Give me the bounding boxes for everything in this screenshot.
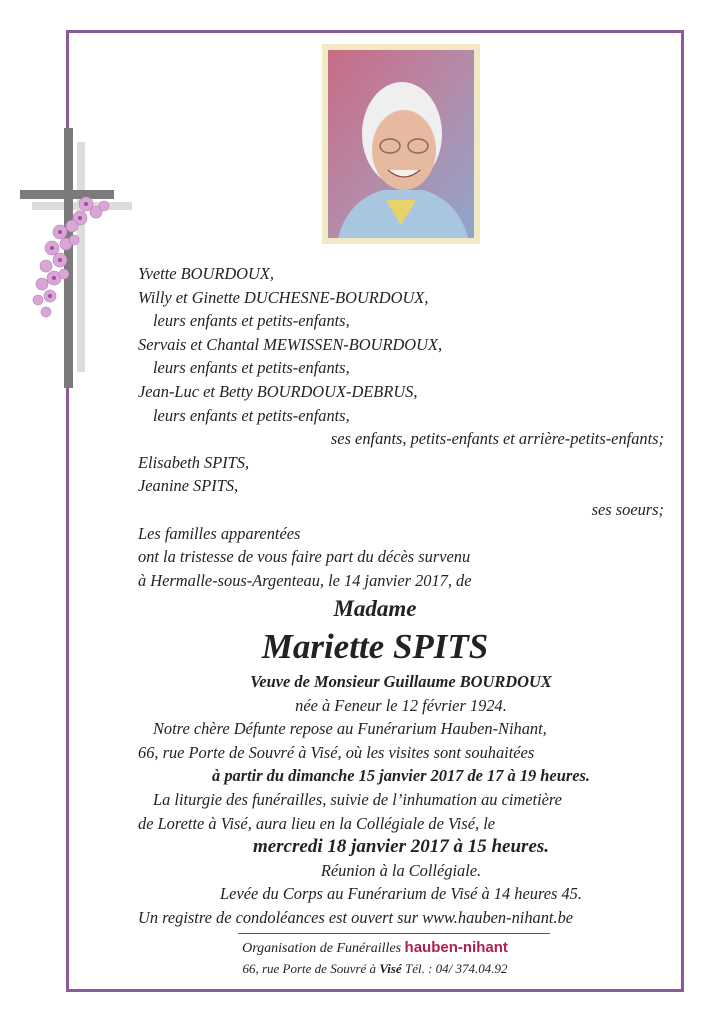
text-line: Elisabeth SPITS,	[138, 452, 250, 472]
text-line: Réunion à la Collégiale.	[320, 860, 482, 880]
footer-divider	[238, 933, 550, 934]
text-line: 66, rue Porte de Souvré à Visé, où les visites sont souhaitées	[138, 742, 535, 762]
address-text: 66, rue Porte de Souvré à	[242, 961, 380, 976]
text-line: ses enfants, petits-enfants et arrière-petits-enfants;	[330, 429, 664, 449]
text-line: Yvette BOURDOUX,	[138, 264, 274, 283]
text-line: à partir du dimanche 15 janvier 2017 de 17 à 19 heures.	[212, 766, 590, 786]
funeral-details	[138, 670, 664, 930]
text-line: La liturgie des funérailles, suivie de l’inhumation au cimetière	[153, 789, 562, 809]
organisation-label: Organisation de Funérailles	[242, 941, 402, 956]
text-line: Veuve de Monsieur Guillaume BOURDOUX	[250, 672, 552, 691]
text-line: Un registre de condoléances est ouvert sur www.hauben-nihant.be	[138, 907, 574, 927]
family-list	[138, 262, 664, 592]
cross-with-orchids-icon	[14, 128, 134, 388]
title-madame: Madame	[333, 596, 417, 621]
portrait-frame	[322, 44, 480, 244]
text-line: leurs enfants et petits-enfants,	[153, 358, 350, 378]
text-line: Jean-Luc et Betty BOURDOUX-DEBRUS,	[138, 381, 418, 401]
text-line: leurs enfants et petits-enfants,	[153, 311, 350, 331]
text-line: née à Feneur le 12 février 1924.	[295, 695, 507, 715]
text-line: mercredi 18 janvier 2017 à 15 heures.	[252, 836, 550, 858]
deceased-name: Mariette SPITS	[261, 627, 489, 666]
text-line: de Lorette à Visé, aura lieu en la Collégiale de Visé, le	[138, 813, 496, 833]
text-line: à Hermalle-sous-Argenteau, le 14 janvier 2017, de	[138, 570, 472, 590]
brand-logo: hauben-nihant	[404, 939, 508, 956]
text-line: Les familles apparentées	[138, 523, 301, 543]
text-line: ses soeurs;	[591, 499, 664, 519]
text-line: Willy et Ginette DUCHESNE-BOURDOUX,	[138, 287, 429, 307]
phone-text: Tél. : 04/ 374.04.92	[401, 961, 508, 976]
text-line: Servais et Chantal MEWISSEN-BOURDOUX,	[138, 334, 443, 354]
footer-organisation	[66, 939, 684, 958]
address-city: Visé	[379, 961, 402, 976]
text-line: Levée du Corps au Funérarium de Visé à 14 heures 45.	[220, 884, 582, 904]
text-line: leurs enfants et petits-enfants,	[153, 405, 350, 425]
portrait-photo	[328, 50, 474, 238]
text-line: Jeanine SPITS,	[138, 476, 239, 496]
text-line: ont la tristesse de vous faire part du décès survenu	[138, 547, 471, 567]
text-line: Notre chère Défunte repose au Funérarium Hauben-Nihant,	[153, 719, 547, 739]
footer-address	[66, 960, 684, 978]
